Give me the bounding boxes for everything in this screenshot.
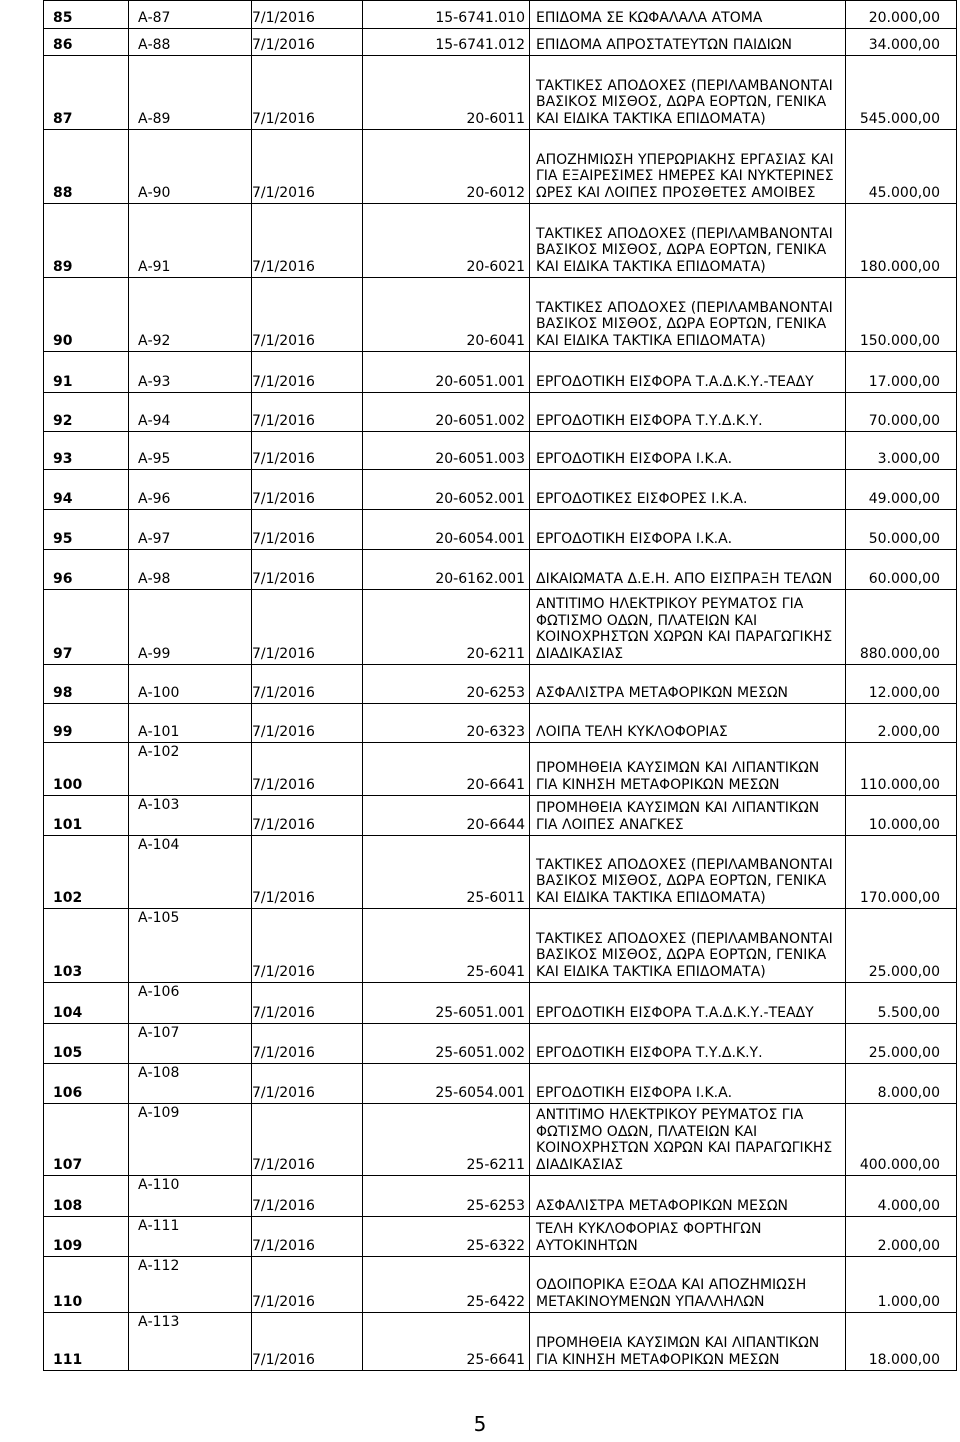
- account-code: 20-6644: [363, 796, 530, 836]
- description-cell: ΕΡΓΟΔΟΤΙΚΗ ΕΙΣΦΟΡΑ Τ.Υ.Δ.Κ.Υ.: [530, 393, 846, 432]
- reference-number: Α-112: [129, 1257, 252, 1313]
- account-code: 20-6211: [363, 590, 530, 665]
- description-cell: ΛΟΙΠΑ ΤΕΛΗ ΚΥΚΛΟΦΟΡΙΑΣ: [530, 704, 846, 743]
- table-row: [44, 130, 957, 204]
- row-number: 111: [44, 1313, 129, 1371]
- description-cell: ΟΔΟΙΠΟΡΙΚΑ ΕΞΟΔΑ ΚΑΙ ΑΠΟΖΗΜΙΩΣΗ ΜΕΤΑΚΙΝΟΥΜΕΝΩΝ ΥΠΑΛΛΗΛΩΝ: [530, 1257, 846, 1313]
- account-code: 25-6041: [363, 909, 530, 983]
- account-code: 20-6253: [363, 665, 530, 704]
- amount-cell: 3.000,00: [846, 432, 957, 470]
- reference-number: Α-87: [129, 1, 252, 29]
- date-cell: 7/1/2016: [252, 1024, 363, 1064]
- amount-cell: 400.000,00: [846, 1104, 957, 1176]
- account-code: 20-6021: [363, 204, 530, 278]
- reference-number: Α-99: [129, 590, 252, 665]
- description-cell: ΠΡΟΜΗΘΕΙΑ ΚΑΥΣΙΜΩΝ ΚΑΙ ΛΙΠΑΝΤΙΚΩΝ ΓΙΑ ΚΙΝΗΣΗ ΜΕΤΑΦΟΡΙΚΩΝ ΜΕΣΩΝ: [530, 1313, 846, 1371]
- description-cell: ΕΡΓΟΔΟΤΙΚΕΣ ΕΙΣΦΟΡΕΣ Ι.Κ.Α.: [530, 470, 846, 510]
- account-code: 20-6641: [363, 743, 530, 796]
- account-code: 25-6641: [363, 1313, 530, 1371]
- reference-number: Α-96: [129, 470, 252, 510]
- account-code: 25-6422: [363, 1257, 530, 1313]
- date-cell: 7/1/2016: [252, 130, 363, 204]
- date-cell: 7/1/2016: [252, 432, 363, 470]
- date-cell: 7/1/2016: [252, 1257, 363, 1313]
- description-cell: ΤΑΚΤΙΚΕΣ ΑΠΟΔΟΧΕΣ (ΠΕΡΙΛΑΜΒΑΝΟΝΤΑΙ ΒΑΣΙΚΟΣ ΜΙΣΘΟΣ, ΔΩΡΑ ΕΟΡΤΩΝ, ΓΕΝΙΚΑ ΚΑΙ ΕΙΔΙΚΑ ΤΑΚΤΙΚΑ ΕΠΙΔΟΜΑΤΑ): [530, 909, 846, 983]
- row-number: 92: [44, 393, 129, 432]
- amount-cell: 34.000,00: [846, 29, 957, 56]
- row-number: 102: [44, 836, 129, 909]
- reference-number: Α-91: [129, 204, 252, 278]
- description-cell: ΤΑΚΤΙΚΕΣ ΑΠΟΔΟΧΕΣ (ΠΕΡΙΛΑΜΒΑΝΟΝΤΑΙ ΒΑΣΙΚΟΣ ΜΙΣΘΟΣ, ΔΩΡΑ ΕΟΡΤΩΝ, ΓΕΝΙΚΑ ΚΑΙ ΕΙΔΙΚΑ ΤΑΚΤΙΚΑ ΕΠΙΔΟΜΑΤΑ): [530, 56, 846, 130]
- reference-number: Α-88: [129, 29, 252, 56]
- description-cell: ΠΡΟΜΗΘΕΙΑ ΚΑΥΣΙΜΩΝ ΚΑΙ ΛΙΠΑΝΤΙΚΩΝ ΓΙΑ ΛΟΙΠΕΣ ΑΝΑΓΚΕΣ: [530, 796, 846, 836]
- description-cell: ΤΑΚΤΙΚΕΣ ΑΠΟΔΟΧΕΣ (ΠΕΡΙΛΑΜΒΑΝΟΝΤΑΙ ΒΑΣΙΚΟΣ ΜΙΣΘΟΣ, ΔΩΡΑ ΕΟΡΤΩΝ, ΓΕΝΙΚΑ ΚΑΙ ΕΙΔΙΚΑ ΤΑΚΤΙΚΑ ΕΠΙΔΟΜΑΤΑ): [530, 836, 846, 909]
- table-row: [44, 470, 957, 510]
- date-cell: 7/1/2016: [252, 550, 363, 590]
- amount-cell: 545.000,00: [846, 56, 957, 130]
- row-number: 101: [44, 796, 129, 836]
- reference-number: Α-97: [129, 510, 252, 550]
- amount-cell: 2.000,00: [846, 1217, 957, 1257]
- account-code: 20-6051.001: [363, 352, 530, 393]
- row-number: 100: [44, 743, 129, 796]
- date-cell: 7/1/2016: [252, 590, 363, 665]
- account-code: 20-6041: [363, 278, 530, 352]
- description-cell: ΕΡΓΟΔΟΤΙΚΗ ΕΙΣΦΟΡΑ Τ.Α.Δ.Κ.Υ.-ΤΕΑΔΥ: [530, 983, 846, 1024]
- amount-cell: 50.000,00: [846, 510, 957, 550]
- table-row: [44, 665, 957, 704]
- description-cell: ΤΕΛΗ ΚΥΚΛΟΦΟΡΙΑΣ ΦΟΡΤΗΓΩΝ ΑΥΤΟΚΙΝΗΤΩΝ: [530, 1217, 846, 1257]
- table-row: [44, 796, 957, 836]
- page-number: 5: [473, 1412, 487, 1436]
- description-cell: ΤΑΚΤΙΚΕΣ ΑΠΟΔΟΧΕΣ (ΠΕΡΙΛΑΜΒΑΝΟΝΤΑΙ ΒΑΣΙΚΟΣ ΜΙΣΘΟΣ, ΔΩΡΑ ΕΟΡΤΩΝ, ΓΕΝΙΚΑ ΚΑΙ ΕΙΔΙΚΑ ΤΑΚΤΙΚΑ ΕΠΙΔΟΜΑΤΑ): [530, 278, 846, 352]
- table-row: [44, 1024, 957, 1064]
- reference-number: Α-108: [129, 1064, 252, 1104]
- table-row: [44, 393, 957, 432]
- account-code: 15-6741.010: [363, 1, 530, 29]
- row-number: 108: [44, 1176, 129, 1217]
- amount-cell: 12.000,00: [846, 665, 957, 704]
- date-cell: 7/1/2016: [252, 56, 363, 130]
- row-number: 89: [44, 204, 129, 278]
- table-body: [44, 1, 957, 1371]
- row-number: 103: [44, 909, 129, 983]
- table-row: [44, 1176, 957, 1217]
- description-cell: ΑΠΟΖΗΜΙΩΣΗ ΥΠΕΡΩΡΙΑΚΗΣ ΕΡΓΑΣΙΑΣ ΚΑΙ ΓΙΑ ΕΞΑΙΡΕΣΙΜΕΣ ΗΜΕΡΕΣ ΚΑΙ ΝΥΚΤΕΡΙΝΕΣ ΩΡΕΣ ΚΑΙ ΛΟΙΠΕΣ ΠΡΟΣΘΕΤΕΣ ΑΜΟΙΒΕΣ: [530, 130, 846, 204]
- date-cell: 7/1/2016: [252, 278, 363, 352]
- reference-number: Α-101: [129, 704, 252, 743]
- row-number: 95: [44, 510, 129, 550]
- date-cell: 7/1/2016: [252, 1, 363, 29]
- table-row: [44, 56, 957, 130]
- account-code: 20-6012: [363, 130, 530, 204]
- table-row: [44, 836, 957, 909]
- account-code: 20-6054.001: [363, 510, 530, 550]
- amount-cell: 25.000,00: [846, 1024, 957, 1064]
- table-row: [44, 510, 957, 550]
- table-row: [44, 909, 957, 983]
- date-cell: 7/1/2016: [252, 1217, 363, 1257]
- date-cell: 7/1/2016: [252, 665, 363, 704]
- date-cell: 7/1/2016: [252, 983, 363, 1024]
- row-number: 99: [44, 704, 129, 743]
- date-cell: 7/1/2016: [252, 796, 363, 836]
- reference-number: Α-103: [129, 796, 252, 836]
- amount-cell: 17.000,00: [846, 352, 957, 393]
- account-code: 25-6051.001: [363, 983, 530, 1024]
- table-row: [44, 204, 957, 278]
- date-cell: 7/1/2016: [252, 1313, 363, 1371]
- row-number: 106: [44, 1064, 129, 1104]
- account-code: 25-6011: [363, 836, 530, 909]
- date-cell: 7/1/2016: [252, 470, 363, 510]
- description-cell: ΤΑΚΤΙΚΕΣ ΑΠΟΔΟΧΕΣ (ΠΕΡΙΛΑΜΒΑΝΟΝΤΑΙ ΒΑΣΙΚΟΣ ΜΙΣΘΟΣ, ΔΩΡΑ ΕΟΡΤΩΝ, ΓΕΝΙΚΑ ΚΑΙ ΕΙΔΙΚΑ ΤΑΚΤΙΚΑ ΕΠΙΔΟΜΑΤΑ): [530, 204, 846, 278]
- description-cell: ΕΡΓΟΔΟΤΙΚΗ ΕΙΣΦΟΡΑ Ι.Κ.Α.: [530, 1064, 846, 1104]
- table-row: [44, 278, 957, 352]
- description-cell: ΕΡΓΟΔΟΤΙΚΗ ΕΙΣΦΟΡΑ Τ.Α.Δ.Κ.Υ.-ΤΕΑΔΥ: [530, 352, 846, 393]
- amount-cell: 110.000,00: [846, 743, 957, 796]
- description-cell: ΕΡΓΟΔΟΤΙΚΗ ΕΙΣΦΟΡΑ Ι.Κ.Α.: [530, 432, 846, 470]
- date-cell: 7/1/2016: [252, 393, 363, 432]
- table-row: [44, 590, 957, 665]
- table-row: [44, 432, 957, 470]
- reference-number: Α-92: [129, 278, 252, 352]
- account-code: 20-6162.001: [363, 550, 530, 590]
- amount-cell: 70.000,00: [846, 393, 957, 432]
- row-number: 98: [44, 665, 129, 704]
- account-code: 25-6051.002: [363, 1024, 530, 1064]
- account-code: 25-6054.001: [363, 1064, 530, 1104]
- date-cell: 7/1/2016: [252, 743, 363, 796]
- row-number: 104: [44, 983, 129, 1024]
- reference-number: Α-106: [129, 983, 252, 1024]
- reference-number: Α-98: [129, 550, 252, 590]
- reference-number: Α-109: [129, 1104, 252, 1176]
- date-cell: 7/1/2016: [252, 204, 363, 278]
- row-number: 109: [44, 1217, 129, 1257]
- amount-cell: 2.000,00: [846, 704, 957, 743]
- amount-cell: 25.000,00: [846, 909, 957, 983]
- row-number: 87: [44, 56, 129, 130]
- table-row: [44, 550, 957, 590]
- row-number: 93: [44, 432, 129, 470]
- date-cell: 7/1/2016: [252, 1176, 363, 1217]
- table-row: [44, 704, 957, 743]
- reference-number: Α-93: [129, 352, 252, 393]
- amount-cell: 880.000,00: [846, 590, 957, 665]
- reference-number: Α-107: [129, 1024, 252, 1064]
- reference-number: Α-102: [129, 743, 252, 796]
- reference-number: Α-94: [129, 393, 252, 432]
- date-cell: 7/1/2016: [252, 29, 363, 56]
- reference-number: Α-90: [129, 130, 252, 204]
- table-row: [44, 983, 957, 1024]
- reference-number: Α-104: [129, 836, 252, 909]
- reference-number: Α-111: [129, 1217, 252, 1257]
- account-code: 20-6051.003: [363, 432, 530, 470]
- amount-cell: 8.000,00: [846, 1064, 957, 1104]
- account-code: 20-6323: [363, 704, 530, 743]
- amount-cell: 49.000,00: [846, 470, 957, 510]
- row-number: 110: [44, 1257, 129, 1313]
- amount-cell: 45.000,00: [846, 130, 957, 204]
- row-number: 90: [44, 278, 129, 352]
- description-cell: ΑΝΤΙΤΙΜΟ ΗΛΕΚΤΡΙΚΟΥ ΡΕΥΜΑΤΟΣ ΓΙΑ ΦΩΤΙΣΜΟ ΟΔΩΝ, ΠΛΑΤΕΙΩΝ ΚΑΙ ΚΟΙΝΟΧΡΗΣΤΩΝ ΧΩΡΩΝ ΚΑΙ ΠΑΡΑΓΩΓΙΚΗΣ ΔΙΑΔΙΚΑΣΙΑΣ: [530, 1104, 846, 1176]
- amount-cell: 150.000,00: [846, 278, 957, 352]
- description-cell: ΕΡΓΟΔΟΤΙΚΗ ΕΙΣΦΟΡΑ Ι.Κ.Α.: [530, 510, 846, 550]
- description-cell: ΑΣΦΑΛΙΣΤΡΑ ΜΕΤΑΦΟΡΙΚΩΝ ΜΕΣΩΝ: [530, 1176, 846, 1217]
- date-cell: 7/1/2016: [252, 352, 363, 393]
- table-row: [44, 1217, 957, 1257]
- table-row: [44, 1, 957, 29]
- date-cell: 7/1/2016: [252, 510, 363, 550]
- description-cell: ΕΡΓΟΔΟΤΙΚΗ ΕΙΣΦΟΡΑ Τ.Υ.Δ.Κ.Υ.: [530, 1024, 846, 1064]
- table-row: [44, 352, 957, 393]
- amount-cell: 5.500,00: [846, 983, 957, 1024]
- table-row: [44, 1313, 957, 1371]
- amount-cell: 18.000,00: [846, 1313, 957, 1371]
- reference-number: Α-95: [129, 432, 252, 470]
- account-code: 20-6051.002: [363, 393, 530, 432]
- row-number: 85: [44, 1, 129, 29]
- amount-cell: 20.000,00: [846, 1, 957, 29]
- amount-cell: 180.000,00: [846, 204, 957, 278]
- account-code: 25-6322: [363, 1217, 530, 1257]
- row-number: 88: [44, 130, 129, 204]
- description-cell: ΑΣΦΑΛΙΣΤΡΑ ΜΕΤΑΦΟΡΙΚΩΝ ΜΕΣΩΝ: [530, 665, 846, 704]
- description-cell: ΕΠΙΔΟΜΑ ΑΠΡΟΣΤΑΤΕΥΤΩΝ ΠΑΙΔΙΩΝ: [530, 29, 846, 56]
- table-row: [44, 1064, 957, 1104]
- row-number: 86: [44, 29, 129, 56]
- table-row: [44, 743, 957, 796]
- description-cell: ΠΡΟΜΗΘΕΙΑ ΚΑΥΣΙΜΩΝ ΚΑΙ ΛΙΠΑΝΤΙΚΩΝ ΓΙΑ ΚΙΝΗΣΗ ΜΕΤΑΦΟΡΙΚΩΝ ΜΕΣΩΝ: [530, 743, 846, 796]
- date-cell: 7/1/2016: [252, 1104, 363, 1176]
- reference-number: Α-89: [129, 56, 252, 130]
- row-number: 97: [44, 590, 129, 665]
- reference-number: Α-105: [129, 909, 252, 983]
- reference-number: Α-110: [129, 1176, 252, 1217]
- date-cell: 7/1/2016: [252, 1064, 363, 1104]
- date-cell: 7/1/2016: [252, 909, 363, 983]
- row-number: 94: [44, 470, 129, 510]
- account-code: 20-6011: [363, 56, 530, 130]
- row-number: 107: [44, 1104, 129, 1176]
- description-cell: ΔΙΚΑΙΩΜΑΤΑ Δ.Ε.Η. ΑΠΟ ΕΙΣΠΡΑΞΗ ΤΕΛΩΝ: [530, 550, 846, 590]
- row-number: 96: [44, 550, 129, 590]
- row-number: 91: [44, 352, 129, 393]
- amount-cell: 10.000,00: [846, 796, 957, 836]
- table-row: [44, 29, 957, 56]
- amount-cell: 1.000,00: [846, 1257, 957, 1313]
- date-cell: 7/1/2016: [252, 704, 363, 743]
- account-code: 20-6052.001: [363, 470, 530, 510]
- table-row: [44, 1104, 957, 1176]
- date-cell: 7/1/2016: [252, 836, 363, 909]
- budget-table: [43, 0, 957, 1371]
- table-row: [44, 1257, 957, 1313]
- description-cell: ΑΝΤΙΤΙΜΟ ΗΛΕΚΤΡΙΚΟΥ ΡΕΥΜΑΤΟΣ ΓΙΑ ΦΩΤΙΣΜΟ ΟΔΩΝ, ΠΛΑΤΕΙΩΝ ΚΑΙ ΚΟΙΝΟΧΡΗΣΤΩΝ ΧΩΡΩΝ ΚΑΙ ΠΑΡΑΓΩΓΙΚΗΣ ΔΙΑΔΙΚΑΣΙΑΣ: [530, 590, 846, 665]
- account-code: 25-6211: [363, 1104, 530, 1176]
- account-code: 25-6253: [363, 1176, 530, 1217]
- amount-cell: 4.000,00: [846, 1176, 957, 1217]
- amount-cell: 60.000,00: [846, 550, 957, 590]
- amount-cell: 170.000,00: [846, 836, 957, 909]
- account-code: 15-6741.012: [363, 29, 530, 56]
- reference-number: Α-113: [129, 1313, 252, 1371]
- row-number: 105: [44, 1024, 129, 1064]
- description-cell: ΕΠΙΔΟΜΑ ΣΕ ΚΩΦΑΛΑΛΑ ΑΤΟΜΑ: [530, 1, 846, 29]
- reference-number: Α-100: [129, 665, 252, 704]
